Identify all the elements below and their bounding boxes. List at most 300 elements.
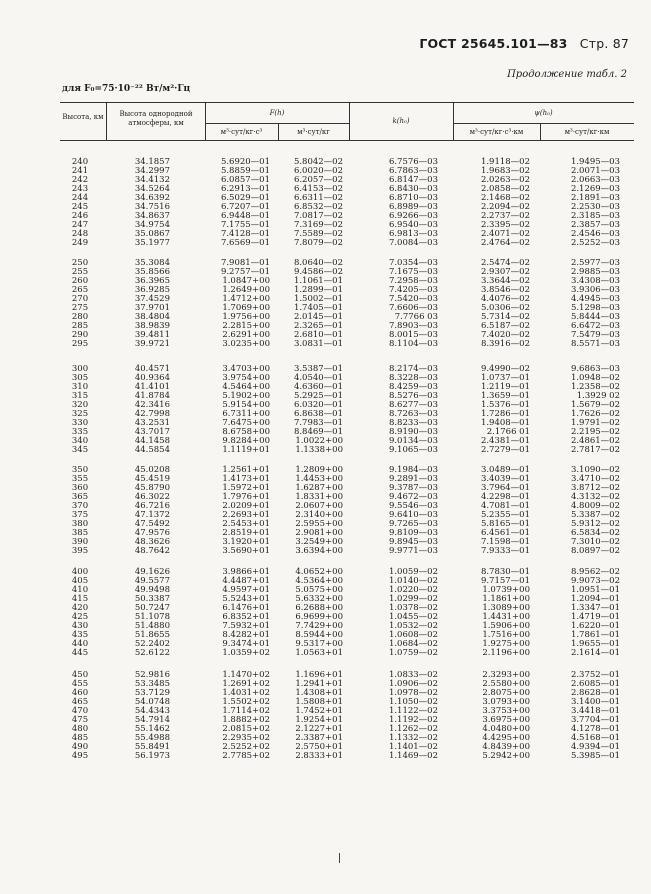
cell-atm-height: 54.0748 [134, 697, 170, 707]
cell-f-value-2: 8.5944+00 [295, 630, 343, 640]
header-f-unit2: м³·сут/кг [297, 128, 330, 136]
cell-f-value-2: 5.0575+00 [295, 585, 343, 595]
cell-psi-value-1: 6.5187—02 [480, 321, 530, 331]
cell-k-value: 1.0140—02 [388, 576, 438, 586]
cell-f-value-2: 2.6810—01 [293, 330, 343, 340]
cell-psi-value-2: 3.8712—02 [570, 483, 620, 493]
cell-height: 405 [71, 576, 89, 586]
cell-f-value-1: 4.4487+01 [222, 576, 270, 586]
cell-atm-height: 41.4101 [134, 382, 170, 392]
cell-f-value-1: 5.9154+00 [222, 400, 270, 410]
cell-f-value-2: 1.1696+01 [295, 670, 343, 680]
cell-psi-value-1: 2.1196+00 [482, 648, 530, 658]
cell-psi-value-1: 2.5474—02 [480, 258, 530, 268]
cell-psi-value-1: 4.7081—01 [480, 501, 530, 511]
cell-k-value: 7.0084—03 [388, 238, 438, 248]
cell-f-value-2: 3.0831—01 [293, 339, 343, 349]
cell-height: 255 [71, 267, 89, 277]
cell-atm-height: 44.5854 [134, 445, 170, 455]
cell-height: 440 [71, 639, 89, 649]
cell-psi-value-1: 1.5906+00 [482, 621, 530, 631]
cell-f-value-1: 2.0815+02 [222, 724, 270, 734]
cell-f-value-1: 1.2561+01 [222, 465, 270, 475]
cell-psi-value-1: 1.7286—01 [480, 409, 530, 419]
cell-height: 370 [71, 501, 89, 511]
cell-f-value-1: 1.4712+00 [222, 294, 270, 304]
cell-f-value-2: 2.5750+01 [295, 742, 343, 752]
data-table [60, 102, 634, 882]
cell-psi-value-1: 5.2942+00 [482, 751, 530, 761]
row-group [60, 568, 634, 658]
cell-psi-value-1: 1.3089+00 [482, 603, 530, 613]
cell-atm-height: 37.9701 [134, 303, 170, 313]
cell-k-value: 8.6277—03 [388, 400, 438, 410]
cell-psi-value-1: 5.7314—02 [480, 312, 530, 322]
cell-atm-height: 36.3965 [134, 276, 170, 286]
cell-k-value: 8.1104—03 [388, 339, 438, 349]
cell-f-value-1: 2.0209+01 [222, 501, 270, 511]
cell-psi-value-1: 1.4431+00 [482, 612, 530, 622]
cell-f-value-2: 5.6332+00 [295, 594, 343, 604]
cell-f-value-1: 1.7976+01 [222, 492, 270, 502]
cell-f-value-2: 1.7405—01 [293, 303, 343, 313]
cell-f-value-2: 4.0652+00 [295, 567, 343, 577]
cell-f-value-2: 1.0022+00 [295, 436, 343, 446]
cell-f-value-2: 7.7429+00 [295, 621, 343, 631]
cell-height: 247 [71, 220, 89, 230]
cell-psi-value-2: 1.3347—01 [570, 603, 620, 613]
cell-psi-value-2: 2.9885—03 [570, 267, 620, 277]
cell-height: 340 [71, 436, 89, 446]
cell-height: 355 [71, 474, 89, 484]
cell-psi-value-1: 7.4020—02 [480, 330, 530, 340]
cell-psi-value-2: 7.3010—02 [570, 537, 620, 547]
cell-k-value: 1.1192—02 [388, 715, 438, 725]
cell-k-value: 9.5546—03 [388, 501, 438, 511]
cell-k-value: 9.3787—03 [388, 483, 438, 493]
cell-height: 490 [71, 742, 89, 752]
cell-f-value-2: 2.8333+01 [295, 751, 343, 761]
cell-atm-height: 45.0208 [134, 465, 170, 475]
cell-f-value-1: 3.5690+01 [222, 546, 270, 556]
cell-height: 245 [71, 202, 89, 212]
cell-psi-value-2: 2.3185—03 [570, 211, 620, 221]
cell-k-value: 1.0608—02 [388, 630, 438, 640]
cell-psi-value-1: 2.4381—01 [480, 436, 530, 446]
table-condition: для F₀=75·10⁻²² Вт/м²·Гц [62, 84, 191, 94]
cell-psi-value-2: 8.5571—03 [570, 339, 620, 349]
cell-f-value-2: 1.8331+00 [295, 492, 343, 502]
cell-f-value-2: 1.2899—01 [293, 285, 343, 295]
cell-f-value-2: 4.5364+00 [295, 576, 343, 586]
cell-psi-value-2: 2.2530—03 [570, 202, 620, 212]
header-bottom-rule [60, 140, 634, 141]
cell-f-value-2: 7.8079—02 [293, 238, 343, 248]
cell-psi-value-1: 4.4295+00 [482, 733, 530, 743]
cell-psi-value-1: 4.2298—01 [480, 492, 530, 502]
cell-psi-value-2: 7.5479—03 [570, 330, 620, 340]
header-height: Высота, км [62, 113, 104, 121]
table-continuation: Продолжение табл. 2 [507, 69, 627, 80]
cell-atm-height: 35.3084 [134, 258, 170, 268]
cell-f-value-2: 6.9699+00 [295, 612, 343, 622]
cell-psi-value-1: 7.1598—01 [480, 537, 530, 547]
cell-height: 350 [71, 465, 89, 475]
cell-height: 310 [71, 382, 89, 392]
cell-atm-height: 38.4804 [134, 312, 170, 322]
cell-f-value-1: 1.0847+00 [222, 276, 270, 286]
cell-k-value: 6.8989—03 [388, 202, 438, 212]
row-group [60, 259, 634, 349]
cell-f-value-1: 6.0857—01 [220, 175, 270, 185]
cell-height: 385 [71, 528, 89, 538]
cell-k-value: 1.0532—02 [388, 621, 438, 631]
cell-f-value-1: 1.7114+02 [222, 706, 270, 716]
cell-psi-value-2: 4.3132—02 [570, 492, 620, 502]
cell-f-value-1: 1.5502+02 [222, 697, 270, 707]
cell-f-value-2: 3.6394+00 [295, 546, 343, 556]
cell-atm-height: 52.6122 [134, 648, 170, 658]
cell-atm-height: 52.9816 [134, 670, 170, 680]
cell-atm-height: 34.8637 [134, 211, 170, 221]
cell-psi-value-2: 2.2195—02 [570, 427, 620, 437]
cell-atm-height: 47.9576 [134, 528, 170, 538]
cell-f-value-1: 7.9081—01 [220, 258, 270, 268]
cell-psi-value-2: 1.9791—02 [570, 418, 620, 428]
cell-psi-value-1: 7.9333—01 [480, 546, 530, 556]
cell-psi-value-2: 2.3857—03 [570, 220, 620, 230]
cell-f-value-2: 1.6287+00 [295, 483, 343, 493]
cell-atm-height: 48.7642 [134, 546, 170, 556]
cell-f-value-1: 1.2649+00 [222, 285, 270, 295]
cell-f-value-1: 3.1920+01 [222, 537, 270, 547]
cell-f-value-1: 3.4703+00 [222, 364, 270, 374]
cell-height: 280 [71, 312, 89, 322]
table-row [60, 547, 634, 556]
cell-k-value: 7.4205—03 [388, 285, 438, 295]
cell-height: 380 [71, 519, 89, 529]
cell-f-value-1: 6.7311+00 [222, 409, 270, 419]
cell-k-value: 8.2174—03 [388, 364, 438, 374]
cell-atm-height: 48.3626 [134, 537, 170, 547]
cell-f-value-1: 1.1470+02 [222, 670, 270, 680]
cell-k-value: 6.7863—03 [388, 166, 438, 176]
cell-height: 265 [71, 285, 89, 295]
cell-atm-height: 35.0867 [134, 229, 170, 239]
cell-f-value-2: 6.8532—02 [293, 202, 343, 212]
cell-psi-value-2: 5.3387—02 [570, 510, 620, 520]
cell-height: 460 [71, 688, 89, 698]
cell-f-value-1: 6.5029—01 [220, 193, 270, 203]
cell-f-value-2: 9.4586—02 [293, 267, 343, 277]
cell-psi-value-2: 4.4945—03 [570, 294, 620, 304]
cell-psi-value-2: 5.9312—02 [570, 519, 620, 529]
cell-atm-height: 45.8790 [134, 483, 170, 493]
cell-f-value-2: 6.0320—01 [293, 400, 343, 410]
cell-f-value-2: 7.7983—01 [293, 418, 343, 428]
cell-height: 241 [71, 166, 89, 176]
table-row [60, 340, 634, 349]
cell-psi-value-2: 3.4710—02 [570, 474, 620, 484]
cell-psi-value-2: 3.1400—01 [570, 697, 620, 707]
cell-atm-height: 39.4811 [134, 330, 170, 340]
cell-f-value-1: 2.2693+01 [222, 510, 270, 520]
cell-k-value: 8.9190—03 [388, 427, 438, 437]
cell-psi-value-1: 1.9408—01 [480, 418, 530, 428]
cell-f-value-1: 2.2935+02 [222, 733, 270, 743]
cell-atm-height: 55.1462 [134, 724, 170, 734]
cell-f-value-1: 2.5252+02 [222, 742, 270, 752]
cell-psi-value-1: 2.4764—02 [480, 238, 530, 248]
cell-f-value-1: 6.7207—01 [220, 202, 270, 212]
cell-height: 244 [71, 193, 89, 203]
cell-height: 246 [71, 211, 89, 221]
cell-atm-height: 36.9285 [134, 285, 170, 295]
cell-height: 485 [71, 733, 89, 743]
cell-psi-value-2: 2.3752—01 [570, 670, 620, 680]
table-row [60, 752, 634, 761]
cell-psi-value-2: 3.9306—03 [570, 285, 620, 295]
cell-f-value-1: 2.2815+00 [222, 321, 270, 331]
cell-k-value: 6.8147—03 [388, 175, 438, 185]
cell-psi-value-1: 2.2094—02 [480, 202, 530, 212]
cell-f-value-1: 5.8859—01 [220, 166, 270, 176]
cell-psi-value-2: 4.9394—01 [570, 742, 620, 752]
cell-psi-value-2: 1.9655—01 [570, 639, 620, 649]
cell-height: 365 [71, 492, 89, 502]
cell-atm-height: 34.5264 [134, 184, 170, 194]
row-group [60, 158, 634, 248]
cell-f-value-1: 5.1902+00 [222, 391, 270, 401]
cell-psi-value-1: 2.2737—02 [480, 211, 530, 221]
cell-atm-height: 50.3387 [134, 594, 170, 604]
header-f-unit1: м³·сут/кг·с³ [220, 128, 263, 136]
cell-atm-height: 45.4519 [134, 474, 170, 484]
cell-psi-value-1: 3.3753+00 [482, 706, 530, 716]
table-top-rule [60, 102, 634, 103]
cell-atm-height: 34.1857 [134, 157, 170, 167]
cell-f-value-2: 4.0540—01 [293, 373, 343, 383]
cell-atm-height: 54.7914 [134, 715, 170, 725]
cell-psi-value-1: 1.0739+00 [482, 585, 530, 595]
cell-k-value: 7.7766 03 [394, 312, 438, 322]
cell-f-value-1: 4.9597+01 [222, 585, 270, 595]
cell-height: 240 [71, 157, 89, 167]
cell-f-value-1: 9.8284+00 [222, 436, 270, 446]
header-psi: ψ(h₀) [534, 109, 553, 117]
cell-psi-value-2: 2.4546—03 [570, 229, 620, 239]
cell-height: 450 [71, 670, 89, 680]
row-group [60, 466, 634, 556]
page-mark [339, 853, 340, 863]
cell-k-value: 9.8945—03 [388, 537, 438, 547]
cell-f-value-1: 3.9866+01 [222, 567, 270, 577]
cell-psi-value-2: 2.1269—03 [570, 184, 620, 194]
cell-k-value: 9.4672—03 [388, 492, 438, 502]
cell-height: 345 [71, 445, 89, 455]
cell-k-value: 8.3228—03 [388, 373, 438, 383]
cell-k-value: 1.0833—02 [388, 670, 438, 680]
cell-f-value-2: 8.8469—01 [293, 427, 343, 437]
cell-height: 415 [71, 594, 89, 604]
cell-psi-value-1: 2.8075+00 [482, 688, 530, 698]
cell-height: 465 [71, 697, 89, 707]
cell-height: 475 [71, 715, 89, 725]
cell-psi-value-2: 2.0071—03 [570, 166, 620, 176]
cell-atm-height: 49.1626 [134, 567, 170, 577]
cell-k-value: 7.2958—03 [388, 276, 438, 286]
header-psi-unit1: м³·сут/кг·с³·км [469, 128, 524, 136]
cell-atm-height: 44.1458 [134, 436, 170, 446]
cell-f-value-2: 1.4308+01 [295, 688, 343, 698]
cell-psi-value-1: 5.2355—01 [480, 510, 530, 520]
cell-k-value: 1.1122—02 [388, 706, 438, 716]
cell-k-value: 6.8710—03 [388, 193, 438, 203]
cell-f-value-2: 2.9081+00 [295, 528, 343, 538]
cell-psi-value-1: 3.6975+00 [482, 715, 530, 725]
cell-height: 248 [71, 229, 89, 239]
cell-atm-height: 52.2402 [134, 639, 170, 649]
cell-psi-value-2: 2.7817—02 [570, 445, 620, 455]
cell-k-value: 9.0134—03 [388, 436, 438, 446]
cell-f-value-2: 3.2549+00 [295, 537, 343, 547]
cell-f-value-1: 7.1755—01 [220, 220, 270, 230]
header-k: k(h₀) [392, 117, 410, 125]
page-number: 87 [612, 36, 629, 51]
cell-k-value: 1.1050—02 [388, 697, 438, 707]
cell-f-value-2: 7.0817—02 [293, 211, 343, 221]
cell-psi-value-2: 2.1891—03 [570, 193, 620, 203]
cell-f-value-2: 6.6311—02 [293, 193, 343, 203]
cell-k-value: 1.1262—02 [388, 724, 438, 734]
col-rule-1 [106, 102, 107, 140]
cell-atm-height: 43.7017 [134, 427, 170, 437]
cell-height: 430 [71, 621, 89, 631]
cell-atm-height: 47.5492 [134, 519, 170, 529]
cell-atm-height: 50.7247 [134, 603, 170, 613]
cell-height: 330 [71, 418, 89, 428]
cell-psi-value-2: 1.7861—01 [570, 630, 620, 640]
cell-psi-value-2: 9.6863—03 [570, 364, 620, 374]
cell-k-value: 1.0378—02 [388, 603, 438, 613]
cell-height: 305 [71, 373, 89, 383]
cell-k-value: 7.0354—03 [388, 258, 438, 268]
cell-k-value: 9.6410—03 [388, 510, 438, 520]
cell-height: 390 [71, 537, 89, 547]
cell-height: 400 [71, 567, 89, 577]
cell-psi-value-2: 3.7704—01 [570, 715, 620, 725]
cell-psi-value-1: 1.7516+00 [482, 630, 530, 640]
cell-f-value-1: 5.6920—01 [220, 157, 270, 167]
cell-psi-value-1: 3.0489—01 [480, 465, 530, 475]
cell-psi-value-1: 6.4561—01 [480, 528, 530, 538]
cell-psi-value-2: 1.3929 02 [576, 391, 620, 401]
cell-height: 360 [71, 483, 89, 493]
page-header [419, 36, 629, 51]
cell-psi-value-1: 2.3293+00 [482, 670, 530, 680]
cell-f-value-1: 3.9754+00 [222, 373, 270, 383]
cell-f-value-1: 1.5972+01 [222, 483, 270, 493]
cell-k-value: 1.0299—02 [388, 594, 438, 604]
cell-k-value: 6.9540—03 [388, 220, 438, 230]
cell-k-value: 1.1332—02 [388, 733, 438, 743]
cell-f-value-2: 5.2925—01 [293, 391, 343, 401]
cell-height: 300 [71, 364, 89, 374]
cell-psi-value-1: 2.1468—02 [480, 193, 530, 203]
cell-atm-height: 46.3022 [134, 492, 170, 502]
cell-psi-value-1: 1.1861+00 [482, 594, 530, 604]
cell-height: 320 [71, 400, 89, 410]
cell-height: 435 [71, 630, 89, 640]
cell-psi-value-2: 6.5834—02 [570, 528, 620, 538]
cell-f-value-2: 1.1061—01 [293, 276, 343, 286]
cell-k-value: 6.7576—03 [388, 157, 438, 167]
cell-psi-value-2: 2.8628—01 [570, 688, 620, 698]
cell-height: 470 [71, 706, 89, 716]
cell-f-value-1: 6.2913—01 [220, 184, 270, 194]
cell-height: 375 [71, 510, 89, 520]
cell-height: 420 [71, 603, 89, 613]
cell-height: 275 [71, 303, 89, 313]
cell-height: 425 [71, 612, 89, 622]
cell-psi-value-2: 5.3985—01 [570, 751, 620, 761]
cell-f-value-2: 2.3387+01 [295, 733, 343, 743]
cell-height: 445 [71, 648, 89, 658]
cell-f-value-1: 8.4282+01 [222, 630, 270, 640]
cell-f-value-2: 4.6360—01 [293, 382, 343, 392]
cell-f-value-2: 2.3140+00 [295, 510, 343, 520]
cell-f-value-2: 8.0640—02 [293, 258, 343, 268]
cell-atm-height: 51.1078 [134, 612, 170, 622]
cell-f-value-2: 1.1338+00 [295, 445, 343, 455]
cell-k-value: 1.0759—02 [388, 648, 438, 658]
cell-atm-height: 49.5577 [134, 576, 170, 586]
row-group [60, 671, 634, 761]
cell-k-value: 7.6606—03 [388, 303, 438, 313]
cell-psi-value-1: 2.7279—01 [480, 445, 530, 455]
cell-f-value-2: 1.9254+01 [295, 715, 343, 725]
cell-psi-value-1: 2.9307—02 [480, 267, 530, 277]
cell-psi-value-1: 9.7157—01 [480, 576, 530, 586]
cell-height: 285 [71, 321, 89, 331]
cell-f-value-1: 1.2691+02 [222, 679, 270, 689]
cell-f-value-1: 2.8519+01 [222, 528, 270, 538]
cell-atm-height: 34.6392 [134, 193, 170, 203]
cell-psi-value-1: 2.1766 01 [486, 427, 530, 437]
cell-atm-height: 56.1973 [134, 751, 170, 761]
cell-atm-height: 34.7516 [134, 202, 170, 212]
cell-psi-value-1: 4.8439+00 [482, 742, 530, 752]
cell-f-value-1: 6.9448—01 [220, 211, 270, 221]
cell-psi-value-2: 2.5977—03 [570, 258, 620, 268]
cell-f-value-1: 6.1476+01 [222, 603, 270, 613]
cell-atm-height: 34.2997 [134, 166, 170, 176]
cell-psi-value-1: 1.3659—01 [480, 391, 530, 401]
cell-atm-height: 51.4880 [134, 621, 170, 631]
cell-atm-height: 42.3416 [134, 400, 170, 410]
cell-psi-value-2: 4.1278—01 [570, 724, 620, 734]
cell-psi-value-1: 3.8546—02 [480, 285, 530, 295]
cell-psi-value-2: 1.0951—01 [570, 585, 620, 595]
cell-f-value-1: 3.0235+00 [222, 339, 270, 349]
cell-psi-value-1: 8.7830—01 [480, 567, 530, 577]
cell-k-value: 6.8430—03 [388, 184, 438, 194]
cell-psi-value-1: 1.0737—01 [480, 373, 530, 383]
cell-k-value: 1.0906—02 [388, 679, 438, 689]
row-group [60, 365, 634, 455]
cell-psi-value-2: 4.5168—01 [570, 733, 620, 743]
header-atm-height: Высота однородной атмосферы, км [119, 110, 193, 127]
